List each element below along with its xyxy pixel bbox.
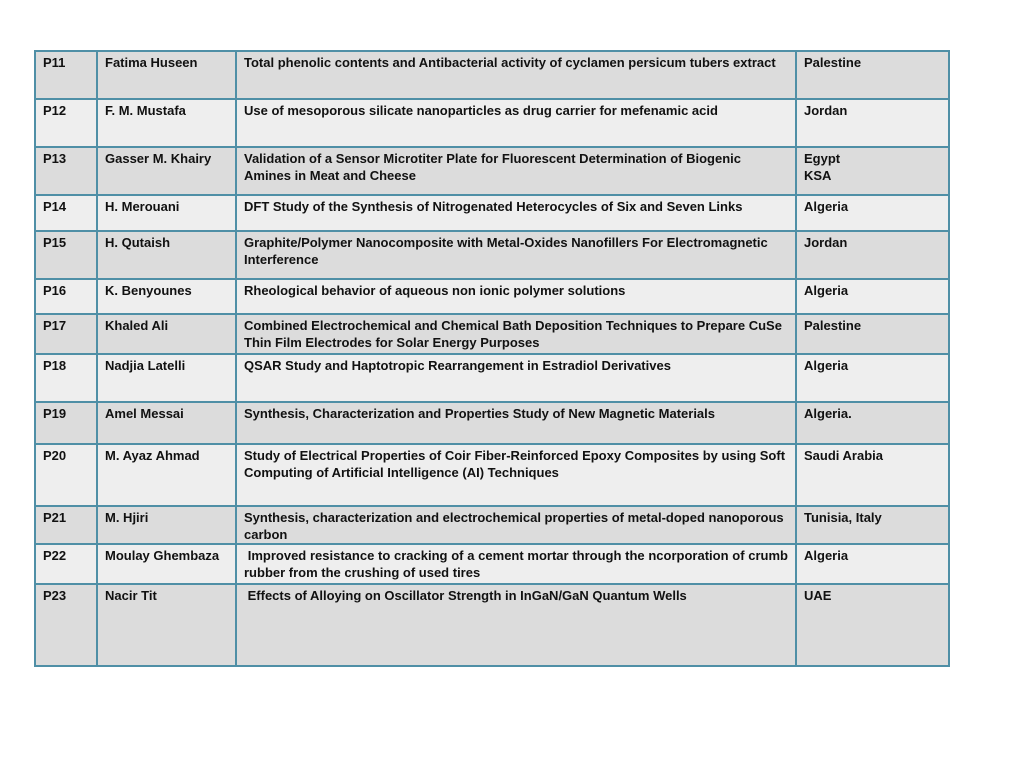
country: Palestine <box>796 314 949 354</box>
country: Algeria <box>796 354 949 402</box>
author-name: Khaled Ali <box>97 314 236 354</box>
table-row <box>35 354 949 402</box>
country: Jordan <box>796 99 949 147</box>
table-row <box>35 279 949 314</box>
poster-id: P12 <box>35 99 97 147</box>
paper-title: QSAR Study and Haptotropic Rearrangement in Estradiol Derivatives <box>236 354 796 402</box>
table-row <box>35 402 949 444</box>
paper-title: DFT Study of the Synthesis of Nitrogenated Heterocycles of Six and Seven Links <box>236 195 796 231</box>
country: Tunisia, Italy <box>796 506 949 544</box>
table-row <box>35 51 949 99</box>
table-row <box>35 544 949 584</box>
poster-id: P15 <box>35 231 97 279</box>
paper-title: Validation of a Sensor Microtiter Plate for Fluorescent Determination of Biogenic Amines in Meat and Cheese <box>236 147 796 195</box>
author-name: H. Merouani <box>97 195 236 231</box>
country: Algeria <box>796 195 949 231</box>
paper-title: Synthesis, Characterization and Properties Study of New Magnetic Materials <box>236 402 796 444</box>
paper-title: Improved resistance to cracking of a cement mortar through the ncorporation of crumb rubber from the crushing of used tires <box>236 544 796 584</box>
country: Egypt KSA <box>796 147 949 195</box>
poster-id: P19 <box>35 402 97 444</box>
paper-title: Rheological behavior of aqueous non ionic polymer solutions <box>236 279 796 314</box>
paper-title: Use of mesoporous silicate nanoparticles as drug carrier for mefenamic acid <box>236 99 796 147</box>
table-row <box>35 444 949 506</box>
paper-title: Effects of Alloying on Oscillator Strength in InGaN/GaN Quantum Wells <box>236 584 796 666</box>
poster-id: P14 <box>35 195 97 231</box>
paper-title: Synthesis, characterization and electrochemical properties of metal-doped nanoporous carbon <box>236 506 796 544</box>
country: Jordan <box>796 231 949 279</box>
table-row <box>35 314 949 354</box>
paper-title: Study of Electrical Properties of Coir Fiber-Reinforced Epoxy Composites by using Soft Computing of Artificial Intelligence (AI) Techniques <box>236 444 796 506</box>
country: Palestine <box>796 51 949 99</box>
author-name: Nacir Tit <box>97 584 236 666</box>
table-row <box>35 147 949 195</box>
author-name: Amel Messai <box>97 402 236 444</box>
table-row <box>35 231 949 279</box>
author-name: K. Benyounes <box>97 279 236 314</box>
poster-id: P16 <box>35 279 97 314</box>
poster-id: P23 <box>35 584 97 666</box>
author-name: Nadjia Latelli <box>97 354 236 402</box>
paper-title: Total phenolic contents and Antibacterial activity of cyclamen persicum tubers extract <box>236 51 796 99</box>
poster-id: P17 <box>35 314 97 354</box>
author-name: H. Qutaish <box>97 231 236 279</box>
author-name: Gasser M. Khairy <box>97 147 236 195</box>
table-row <box>35 195 949 231</box>
poster-id: P18 <box>35 354 97 402</box>
author-name: M. Hjiri <box>97 506 236 544</box>
table-row <box>35 506 949 544</box>
country: Algeria. <box>796 402 949 444</box>
poster-id: P22 <box>35 544 97 584</box>
paper-title: Combined Electrochemical and Chemical Bath Deposition Techniques to Prepare CuSe Thin Film Electrodes for Solar Energy Purposes <box>236 314 796 354</box>
author-name: Moulay Ghembaza <box>97 544 236 584</box>
table-row <box>35 99 949 147</box>
poster-program-table <box>34 50 950 667</box>
country: Saudi Arabia <box>796 444 949 506</box>
author-name: Fatima Huseen <box>97 51 236 99</box>
country: Algeria <box>796 279 949 314</box>
author-name: M. Ayaz Ahmad <box>97 444 236 506</box>
poster-id: P20 <box>35 444 97 506</box>
poster-id: P11 <box>35 51 97 99</box>
country: Algeria <box>796 544 949 584</box>
poster-id: P21 <box>35 506 97 544</box>
author-name: F. M. Mustafa <box>97 99 236 147</box>
country: UAE <box>796 584 949 666</box>
paper-title: Graphite/Polymer Nanocomposite with Metal-Oxides Nanofillers For Electromagnetic Interference <box>236 231 796 279</box>
table-row <box>35 584 949 666</box>
poster-id: P13 <box>35 147 97 195</box>
